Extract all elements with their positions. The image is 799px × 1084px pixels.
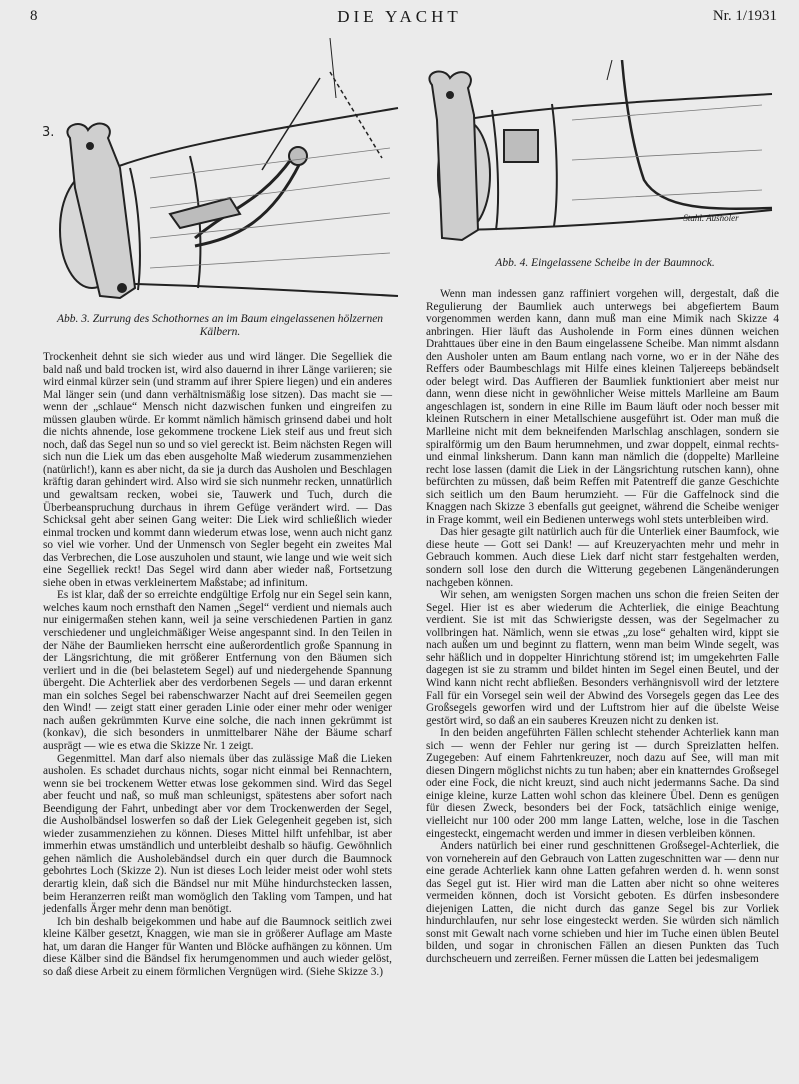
right-text-column [426, 288, 779, 966]
page-number: 8 [30, 8, 38, 24]
figure-3-illustration [30, 38, 400, 310]
figure-3-caption: Abb. 3. Zurrung des Schothornes an im Baum eingelassenen hölzernen Kälbern. [56, 313, 384, 338]
paragraph: Anders natürlich bei einer rund geschnittenen Großsegel-Achterliek, die von vorneherein auf den Gebrauch von Latten zugeschnitten war — denn nur eine gerade Achterliek kann ohne Latten gefahren werden d. h. wenn sonst das Segel gut ist. Hier wird man die Latten aber nicht so ohne weiteres vermeiden können, doch ist Vorsicht geboten. Es dürfen insbesondere diejenigen Latten, die nicht durch das ganze Segel bis zur Vorliek hindurchlaufen, nur sehr lose eingesteckt werden. Sie würden sich nämlich sonst mit Gewalt nach vorne schieben und hier im Tuche einen üblen Beutel bilden, und sogar in chronischen Fällen an diesen Punkten das Tuch durchscheuern und zerreißen. Ferner müssen die Latten bei jedesmaligem [426, 840, 779, 965]
paragraph: In den beiden angeführten Fällen schlecht stehender Achterliek kann man sich — wenn der Fehler nur gering ist — durch Spreizlatten helfen. Zugegeben: Auf einem Fahrtenkreuzer, noch dazu auf See, will man mit diesen Dingern möglichst nichts zu tun haben; aber ein knatterndes Großsegel oder eine Fock, die nicht kreuzt, sind auch nicht jedermanns Sache. Da sind einige kleine, kurze Latten wohl schon das kleinere Übel. Denn es genügen für diesen Zweck, besonders bei der Fock, tatsächlich einige wenige, vielleicht nur 100 oder 200 mm lange Latten, welche, lose in die Taschen eingesteckt, eingemacht werden und immer in diesen verbleiben können. [426, 727, 779, 840]
journal-title: DIE YACHT [337, 7, 462, 26]
paragraph: Wenn man indessen ganz raffiniert vorgehen will, dergestalt, daß die Regulierung der Baumliek auch unterwegs bei abgefiertem Baum vorgenommen werden kann, dann muß man eine Mimik nach Skizze 4 anbringen. Hier läuft das Ausholende in Form eines dünnen weichen Drahttaues über eine in den Baum eingelassene Scheibe. Man nimmt alsdann den Ausholer unten am Baum entlang nach vorne, wo er in der Nähe des Reffers oder Baumbeschlags mit Hilfe eines kleinen Taljereeps bebändselt oder belegt wird. Das Auffieren der Baumliek funktioniert aber meist nur dann, wenn diese nicht in gewöhnlicher Weise mittels Marlleine am Baum angeschlagen ist, sondern in eine Rille im Baum läuft oder noch besser mit kleinen Rutschern in einer Metallschiene ausgeführt ist. Oder man muß die Marlleine nicht mit dem bekneifenden Marlschlag anschlagen, sondern sie spiralförmig um den Baum herumnehmen, und zwar doppelt, einmal rechts- und einmal linksherum. Dann kann man nämlich die (doppelte) Marlleine recht lose lassen (damit die Liek in der Längsrichtung rutschen kann), ohne befürchten zu müssen, daß beim Reffen mit Patentreff die ganze Geschichte sich seitlich um den Baum herumzieht. — Für die Gaffelnock sind die Knaggen nach Skizze 3 ebenfalls gut geeignet, während die Scheibe weniger in Frage kommt, weil ein Bedienen unterwegs wohl stets unterbleiben wird. [426, 288, 779, 526]
paragraph: Gegenmittel. Man darf also niemals über das zulässige Maß die Lieken ausholen. Es schadet durchaus nichts, sogar nicht einmal bei Rennachtern, wenn sie bei trockenem Wetter etwas lose gekommen sind. Wird das Segel aber feucht und naß, so muß man schleunigst, spätestens aber sofort nach Beendigung der Fahrt, unbedingt aber vor dem Trockenwerden der Segel, die Ausholbändsel loswerfen so daß der Liek Gelegenheit gegeben ist, sich wieder zusammenziehen zu können. Dieses Mittel hilft unfehlbar, ist aber immerhin etwas umständlich und unterbleibt deshalb so häufig. Gewöhnlich gehen nämlich die Ausholebändsel durch ein quer durch die Baumnock gebohrtes Loch (Skizze 2). Nun ist dieses Loch leider meist oder wohl stets derartig klein, daß sich die Bändsel nur mit Mühe hindurchstecken lassen, beim Heranzerren reißt man womöglich den Takling vom Tampen, und hat jedenfalls Ärger mehr denn man benötigt. [43, 752, 392, 916]
paragraph: Wir sehen, am wenigsten Sorgen machen uns schon die freien Seiten der Segel. Hier ist es aber wiederum die Achterliek, die einige Beachtung verdient. Sie ist mit das Schwierigste dessen, was der Segelmacher zu vollbringen hat. Nämlich, wenn sie etwas „zu lose“ gehalten wird, kippt sie nach außen um und beginnt zu flattern, wenn man beim Winde segelt, was sehr häßlich und in doppelter Hinrichtung störend ist; im umgekehrten Falle dagegen ist sie zu stramm und bildet hinten im Segel einen Beutel, und der Wind kann nicht recht abfließen. Besonders verhängnisvoll wird der letztere Fall für ein Vorsegel sein weil der Abwind des Vorsegels gegen das Lee des Großsegels geworfen wird und der Luftstrom hier auf die übelste Weise gestört wird, so daß an ein sauberes Kreuzen nicht zu denken ist. [426, 589, 779, 727]
svg-text:3.: 3. [42, 125, 55, 140]
figure-4-signature: Stahl. Ausholer [683, 213, 739, 223]
paragraph: Trockenheit dehnt sie sich wieder aus und wird länger. Die Segelliek die bald naß und bald trocken ist, wird also dauernd in ihrer Länge variieren; sie wird einmal kürzer sein (und stramm auf ihrer Spiere liegen) und ein anderes Mal länger sein (und dann verhältnismäßig lose sitzen). Das macht sie — wenn der „schlaue“ Mensch nicht dazwischen funken und eingreifen zu müssen glauben würde. Er kommt nämlich hämisch grinsend dabei und holt die nichts ahnende, lose gekommene trockene Liek steif aus und freut sich noch, daß das Segel nun so und so viel gereckt ist. Beim nächsten Regen will sich nun die Liek um das eben ausgeholte Maß wiederum zusammenziehen (natürlich!), kann es aber nicht, da sie ja durch das Ausholen und Beschlagen kräftig daran gehindert wird. Also wird sie sich nunmehr recken, unnatürlich und gewaltsam recken, wobei sie, Tauwerk und Tuch, durch die Überbeanspruchung durchaus in ihrem Gefüge verändert wird. — Das Schicksal geht aber seinen Gang weiter: Die Liek wird schließlich wieder einmal trocken und kommt dann wiederum etwas lose, wenn auch nicht ganz so viel wie vorher. Und der Unmensch von Segler begeht ein zweites Mal das Verbrechen, die Lose auszuholen und staunt, wie lange und wie weit sich eine Segelliek reckt! Das Segel wird dann aber wieder naß, Fortsetzung siehe oben in etwas verkleinertem Maßstabe; ad infinitum. [43, 351, 392, 589]
paragraph: Es ist klar, daß der so erreichte endgültige Erfolg nur ein Segel sein kann, welches kaum noch ernsthaft den Namen „Segel“ verdient und niemals auch nur einigermaßen stehen kann, weil ja seine verschiedenen Partien in ganz verschiedener und ungleichmäßiger Weise angespannt sind. In den Teilen in der Nähe der Baumlieken herrscht eine außerordentlich große Spannung in der Längsrichtung, die mit größerer Entfernung von den Bäumen sich verliert und in die (bei belastetem Segel) auf und niedergehende Spannung übergeht. Die Achterliek aber des verdorbenen Segels — und daran erkennt man ein solches Segel bei rabenschwarzer Nacht auf drei Seemeilen gegen den Wind! — zeigt statt einer geraden Linie oder einer mehr oder weniger nach außen gekrümmten Kurve eine solche, die nach innen gekrümmt ist (konkav), die sich besonders in unmittelbarer Nähe der Bäume scharf ausprägt — wie es etwa die Skizze Nr. 1 zeigt. [43, 589, 392, 752]
paragraph: Ich bin deshalb beigekommen und habe auf die Baumnock seitlich zwei kleine Kälber gesetzt, Knaggen, wie man sie in größerer Auflage am Maste hat, um daran die Hanger für Wanten und Blöcke aufhängen zu können. Um diese Kälber sind die Bändsel fix herumgenommen und auch wieder gelöst, so daß diese Arbeit zu einem förmlichen Vergnügen wird. (Siehe Skizze 3.) [43, 915, 392, 978]
issue-number: Nr. 1/1931 [712, 8, 777, 24]
paragraph: Das hier gesagte gilt natürlich auch für die Unterliek einer Baumfock, wie diese heute — Gott sei Dank! — auf Kreuzeryachten mehr und mehr in Gebrauch kommen. Auch diese Liek darf nicht starr festgehalten werden, sondern soll lose den durch die Witterung gegebenen Längenänderungen nachgeben können. [426, 526, 779, 589]
figure-4-caption: Abb. 4. Eingelassene Scheibe in der Baumnock. [495, 257, 715, 269]
left-text-column [43, 351, 392, 978]
